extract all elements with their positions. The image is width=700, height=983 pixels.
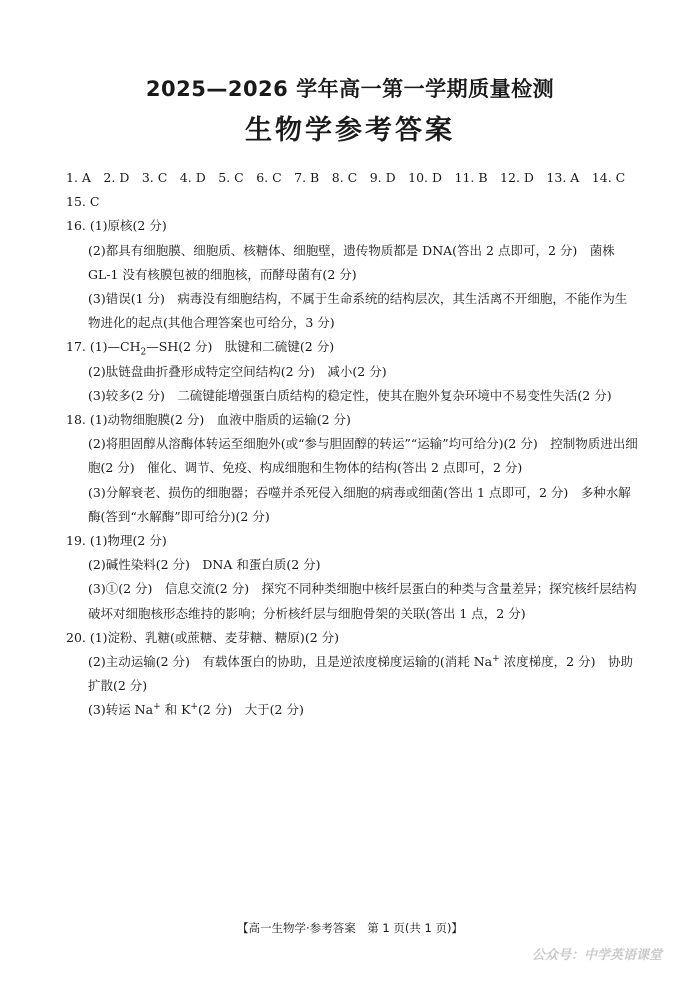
q17-part1 [66, 335, 638, 359]
q17-part1-b: —SH(2 分) 肽键和二硫键(2 分) [146, 339, 335, 355]
q17-part3: (3)较多(2 分) 二硫键能增强蛋白质结构的稳定性，使其在胞外复杂环境中不易变性失活(2 分) [88, 387, 612, 403]
q20-part3-c: (2 分) 大于(2 分) [197, 702, 304, 718]
q17-part1-a: 17. (1)—CH [66, 339, 141, 355]
page-subtitle: 生物学参考答案 [245, 115, 455, 146]
q20-part3 [66, 698, 638, 722]
q20-sup: + [492, 653, 500, 664]
q19-part2: (2)碱性染料(2 分) DNA 和蛋白质(2 分) [88, 557, 321, 573]
answer-key [66, 166, 638, 723]
mc-answers-line-2: 15. C [66, 194, 100, 210]
q20-part2-b: 浓度梯度，2 分) 协助扩散(2 分) [88, 654, 633, 694]
q20-part2-a: (2)主动运输(2 分) 有载体蛋白的协助，且是逆浓度梯度运输的(消耗 Na [88, 654, 493, 670]
q18-part2: (2)将胆固醇从溶酶体转运至细胞外(或“参与胆固醇的转运”“运输”均可给分)(2 分) 控制物质进出细胞(2 分) 催化、调节、免疫、构成细胞和生物体的结构(答出 2 点即可，2 分) [88, 436, 638, 476]
mc-answers-line-1: 1. A 2. D 3. C 4. D 5. C 6. C 7. B 8. C 9. D 10. D 11. B 12. D 13. A 14. C [66, 170, 626, 185]
page-title: 2025—2026 学年高一第一学期质量检测 [145, 77, 555, 101]
q17-part2: (2)肽链盘曲折叠形成特定空间结构(2 分) 减小(2 分) [88, 363, 387, 379]
q19-part3: (3)①(2 分) 信息交流(2 分) 探究不同种类细胞中核纤层蛋白的种类与含量差异；探究核纤层结构破坏对细胞核形态维持的影响；分析核纤层与细胞骨架的关联(答出 1 点，2 分) [88, 581, 637, 621]
page-footer: 【高一生物学·参考答案 第 1 页(共 1 页)】 [237, 921, 463, 935]
q16-part1: 16. (1)原核(2 分) [66, 218, 167, 234]
q16-part3: (3)错误(1 分) 病毒没有细胞结构，不属于生命系统的结构层次，其生活离不开细胞，不能作为生物进化的起点(其他合理答案也可给分，3 分) [88, 291, 628, 331]
q19-part1: 19. (1)物理(2 分) [66, 533, 167, 549]
q17-subscript: 2 [140, 347, 147, 358]
q20-part3-b: 和 K [160, 702, 191, 718]
q20-sup-k: + [190, 702, 198, 713]
q20-part3-a: (3)转运 Na [88, 702, 154, 718]
q20-part2 [66, 650, 638, 698]
q18-part1: 18. (1)动物细胞膜(2 分) 血液中脂质的运输(2 分) [66, 412, 351, 428]
watermark: 公众号：中学英语课堂 [531, 948, 662, 963]
q20-sup-na: + [153, 702, 161, 713]
q20-part1: 20. (1)淀粉、乳糖(或蔗糖、麦芽糖、糖原)(2 分) [66, 629, 339, 645]
q18-part3: (3)分解衰老、损伤的细胞器；吞噬并杀死侵入细胞的病毒或细菌(答出 1 点即可，2 分) 多种水解酶(答到“水解酶”即可给分)(2 分) [88, 484, 631, 524]
q16-part2: (2)都具有细胞膜、细胞质、核糖体、细胞壁，遗传物质都是 DNA(答出 2 点即可，2 分) 菌株 GL-1 没有核膜包被的细胞核，而酵母菌有(2 分) [88, 242, 615, 282]
